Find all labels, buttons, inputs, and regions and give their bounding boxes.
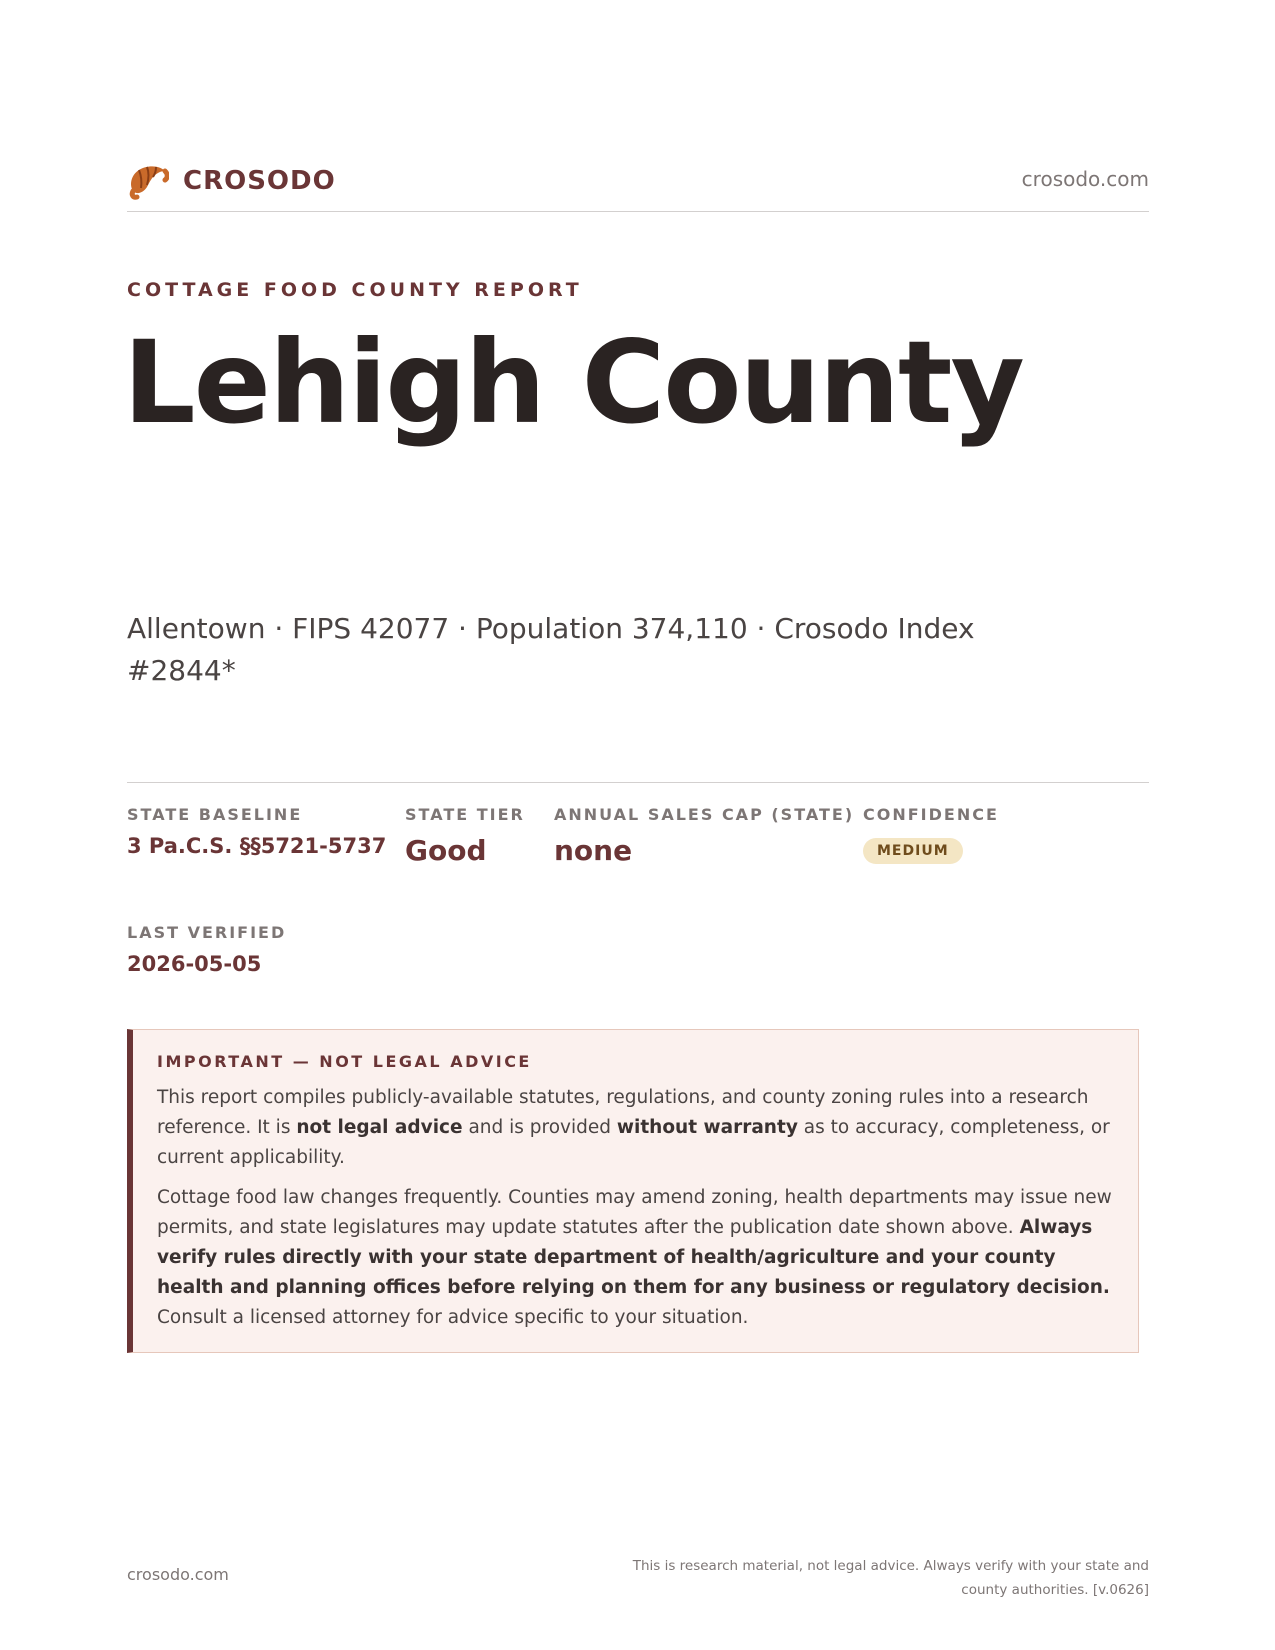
stat-value: Good: [405, 834, 487, 867]
notice-text: as to accuracy, completeness, or current applicability.: [157, 1117, 1110, 1168]
stat-last-verified: [127, 923, 286, 976]
stat-confidence: [863, 805, 999, 864]
stat-label: CONFIDENCE: [863, 805, 999, 824]
stat-value: none: [554, 834, 633, 867]
notice-emphasis: without warranty: [616, 1117, 798, 1138]
confidence-badge: MEDIUM: [863, 838, 963, 864]
notice-text: Consult a licensed attorney for advice specific to your situation.: [157, 1307, 749, 1328]
stat-sales-cap: [554, 805, 854, 867]
stat-value: 2026-05-05: [127, 952, 262, 976]
footer-site-link[interactable]: crosodo.com: [127, 1565, 229, 1584]
notice-text: Cottage food law changes frequently. Counties may amend zoning, health departments may issue new permits, and state legislatures may update statutes after the publication date shown above.: [157, 1187, 1112, 1238]
footer-disclaimer: This is research material, not legal advice. Always verify with your state and county authorities. [v.0626]: [632, 1558, 1149, 1598]
header-site-link[interactable]: crosodo.com: [1021, 167, 1149, 191]
section-divider: [127, 782, 1149, 783]
page-header: [127, 155, 1149, 212]
stat-label: LAST VERIFIED: [127, 923, 287, 942]
notice-text: This report compiles publicly-available statutes, regulations, and county zoning rules into a research reference. It is: [157, 1087, 1089, 1138]
notice-title: IMPORTANT — NOT LEGAL ADVICE: [157, 1052, 532, 1071]
brand[interactable]: [127, 161, 336, 201]
report-eyebrow: COTTAGE FOOD COUNTY REPORT: [127, 279, 583, 301]
notice-emphasis: not legal advice: [296, 1117, 463, 1138]
stat-state-baseline: [127, 805, 386, 858]
brand-name: CROSODO: [183, 166, 336, 196]
stat-label: STATE BASELINE: [127, 805, 303, 824]
county-subtitle: Allentown · FIPS 42077 · Population 374,110 · Crosodo Index #2844*: [127, 612, 975, 687]
page-title: Lehigh County: [123, 316, 1023, 449]
stat-label: STATE TIER: [405, 805, 525, 824]
notice-paragraph-1: [157, 1083, 1116, 1173]
stat-state-tier: [405, 805, 525, 867]
legal-notice: [127, 1029, 1139, 1353]
stat-value: 3 Pa.C.S. §§5721-5737: [127, 834, 387, 858]
croissant-icon: [127, 161, 169, 201]
notice-paragraph-2: [157, 1183, 1116, 1333]
notice-emphasis: Always verify rules directly with your state department of health/agriculture and your county health and planning offices before relying on them for any business or regulatory decision.: [157, 1217, 1110, 1298]
notice-text: and is provided: [462, 1117, 617, 1138]
stat-label: ANNUAL SALES CAP (STATE): [554, 805, 855, 824]
report-page: [123, 0, 1149, 1650]
